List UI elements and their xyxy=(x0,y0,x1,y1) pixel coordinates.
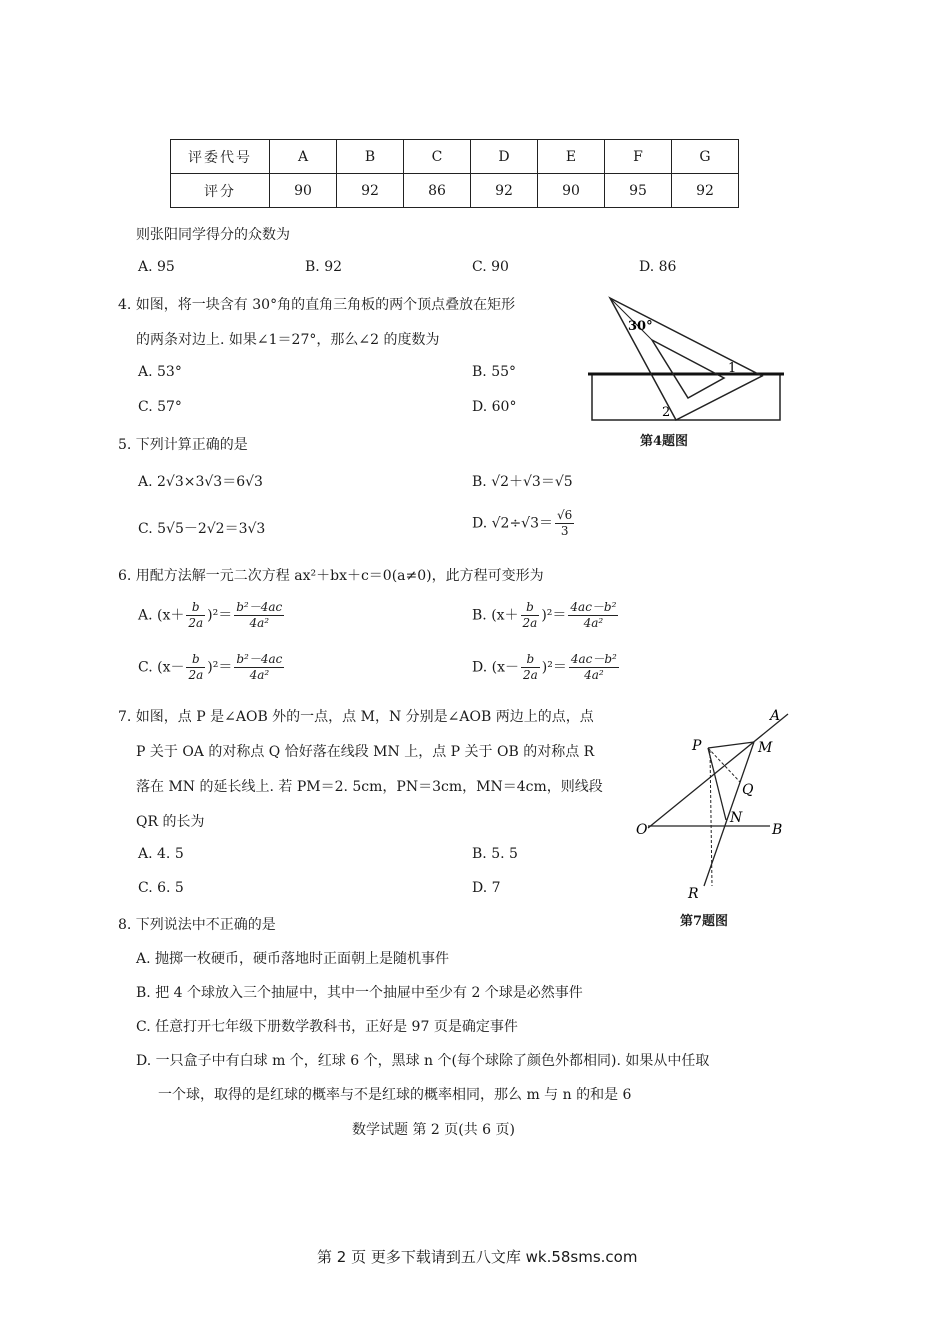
fraction-numerator: b²－4ac xyxy=(236,652,283,666)
q3-option-c: C. 90 xyxy=(472,259,509,275)
fraction-numerator: √6 xyxy=(557,508,573,522)
fraction xyxy=(234,652,284,683)
fraction-denominator: 4a² xyxy=(249,616,270,630)
fraction xyxy=(186,600,205,631)
opt-prefix: C. (x－ xyxy=(138,659,185,676)
opt-prefix: D. (x－ xyxy=(472,659,519,676)
q5-option-d xyxy=(472,508,576,539)
fraction-denominator: 2a xyxy=(188,616,204,630)
fraction-denominator: 4a² xyxy=(583,616,604,630)
q6-stem: 6. 用配方法解一元二次方程 ax²＋bx＋c＝0(a≠0)，此方程可变形为 xyxy=(118,568,544,584)
q4-line1: 4. 如图，将一块含有 30°角的直角三角板的两个顶点叠放在矩形 xyxy=(118,297,516,313)
label-r: R xyxy=(688,886,699,902)
judge-cell: B xyxy=(337,140,404,174)
segment-pn xyxy=(708,748,726,820)
q5-stem: 5. 下列计算正确的是 xyxy=(118,437,248,453)
opt-prefix: B. (x＋ xyxy=(472,607,519,624)
angle-30-label: 30° xyxy=(628,319,653,334)
q6-option-a xyxy=(138,600,286,631)
judge-cell: F xyxy=(605,140,672,174)
q4-option-b: B. 55° xyxy=(472,364,517,380)
score-cell: 90 xyxy=(270,174,337,208)
q3-option-b: B. 92 xyxy=(305,259,343,275)
q6-option-d xyxy=(472,652,621,683)
judge-cell: C xyxy=(404,140,471,174)
q5-option-c: C. 5√5－2√2＝3√3 xyxy=(138,521,266,537)
opt-prefix: A. (x＋ xyxy=(138,607,185,624)
table-score-row xyxy=(171,174,739,208)
q4-figure xyxy=(588,292,788,452)
q7-option-b: B. 5. 5 xyxy=(472,846,518,862)
fraction-numerator: b xyxy=(186,652,205,668)
q3-stem: 则张阳同学得分的众数为 xyxy=(136,227,290,243)
fraction xyxy=(521,600,540,631)
fraction-denominator: 2a xyxy=(188,668,204,682)
q8-option-d-line1: D. 一只盒子中有白球 m 个，红球 6 个，黑球 n 个(每个球除了颜色外都相同). 如果从中任取 xyxy=(136,1053,710,1069)
label-m: M xyxy=(758,740,773,756)
fraction-denominator: 2a xyxy=(522,616,538,630)
fraction-denominator: 4a² xyxy=(249,668,270,682)
q7-option-d: D. 7 xyxy=(472,880,501,896)
label-n: N xyxy=(730,810,743,826)
q5-option-d-prefix: D. √2÷√3＝ xyxy=(472,515,554,532)
table-row-label: 评分 xyxy=(171,174,270,208)
opt-post: )²＝ xyxy=(541,659,567,676)
fraction-denominator: 4a² xyxy=(584,668,604,682)
triangle-inner xyxy=(652,340,724,398)
label-b: B xyxy=(772,822,783,838)
table-header-row xyxy=(171,140,739,174)
opt-post: )²＝ xyxy=(207,659,233,676)
fraction-numerator: b²－4ac xyxy=(236,600,283,614)
ray-oa xyxy=(648,714,788,828)
q6-option-b xyxy=(472,600,620,631)
q4-option-c: C. 57° xyxy=(138,399,182,415)
fraction-numerator: b xyxy=(521,600,540,616)
q3-option-a: A. 95 xyxy=(138,259,175,275)
q6-option-c xyxy=(138,652,286,683)
fraction-numerator: b xyxy=(521,652,540,668)
fraction xyxy=(568,600,618,631)
q4-line2: 的两条对边上. 如果∠1＝27°，那么∠2 的度数为 xyxy=(136,332,440,348)
angle-2-label: 2 xyxy=(662,405,671,420)
label-o: O xyxy=(636,822,648,838)
fraction-denominator: 3 xyxy=(560,524,569,538)
page-footer: 数学试题 第 2 页(共 6 页) xyxy=(352,1122,515,1138)
q4-option-d: D. 60° xyxy=(472,399,517,415)
q8-option-c: C. 任意打开七年级下册数学教科书，正好是 97 页是确定事件 xyxy=(136,1019,518,1035)
site-footer: 第 2 页 更多下载请到五八文库 wk.58sms.com xyxy=(317,1248,638,1266)
fraction xyxy=(569,652,619,683)
q8-option-d-line2: 一个球，取得的是红球的概率与不是红球的概率相同，那么 m 与 n 的和是 6 xyxy=(158,1087,632,1103)
q3-option-d: D. 86 xyxy=(639,259,677,275)
score-cell: 86 xyxy=(404,174,471,208)
fraction xyxy=(521,652,540,683)
q7-figure xyxy=(630,702,800,912)
table-header-label: 评委代号 xyxy=(171,140,270,174)
q7-line2: P 关于 OA 的对称点 Q 恰好落在线段 MN 上，点 P 关于 OB 的对称点 R xyxy=(136,744,595,760)
score-cell: 92 xyxy=(337,174,404,208)
q4-option-a: A. 53° xyxy=(138,364,182,380)
q7-figure-caption: 第7题图 xyxy=(680,914,729,929)
fraction xyxy=(555,508,574,539)
q7-option-a: A. 4. 5 xyxy=(138,846,184,862)
score-cell: 92 xyxy=(471,174,538,208)
score-cell: 95 xyxy=(605,174,672,208)
angle-1-label: 1 xyxy=(728,361,737,376)
fraction-denominator: 2a xyxy=(522,668,538,682)
q5-option-b: B. √2＋√3＝√5 xyxy=(472,474,573,490)
q7-line1: 7. 如图，点 P 是∠AOB 外的一点，点 M，N 分别是∠AOB 两边上的点，点 xyxy=(118,709,594,725)
q8-stem: 8. 下列说法中不正确的是 xyxy=(118,917,276,933)
label-p: P xyxy=(692,738,702,754)
score-cell: 92 xyxy=(672,174,739,208)
score-cell: 90 xyxy=(538,174,605,208)
label-a: A xyxy=(770,708,781,724)
label-q: Q xyxy=(742,782,754,798)
score-table xyxy=(170,139,739,208)
fraction-numerator: b xyxy=(186,600,205,616)
judge-cell: G xyxy=(672,140,739,174)
q7-line4: QR 的长为 xyxy=(136,814,205,830)
fraction xyxy=(234,600,284,631)
judge-cell: E xyxy=(538,140,605,174)
triangle-outer xyxy=(610,298,762,420)
fraction xyxy=(186,652,205,683)
opt-post: )²＝ xyxy=(541,607,567,624)
q8-option-a: A. 抛掷一枚硬币，硬币落地时正面朝上是随机事件 xyxy=(136,951,450,967)
fraction-numerator: 4ac－b² xyxy=(570,652,617,666)
fraction-numerator: 4ac－b² xyxy=(570,600,617,614)
judge-cell: D xyxy=(471,140,538,174)
opt-post: )²＝ xyxy=(207,607,233,624)
judge-cell: A xyxy=(270,140,337,174)
q4-figure-caption: 第4题图 xyxy=(640,434,689,449)
q5-option-a: A. 2√3×3√3＝6√3 xyxy=(138,474,263,490)
q7-line3: 落在 MN 的延长线上. 若 PM＝2. 5cm，PN＝3cm，MN＝4cm，则线段 xyxy=(136,779,603,795)
q8-option-b: B. 把 4 个球放入三个抽屉中，其中一个抽屉中至少有 2 个球是必然事件 xyxy=(136,985,583,1001)
q7-option-c: C. 6. 5 xyxy=(138,880,184,896)
